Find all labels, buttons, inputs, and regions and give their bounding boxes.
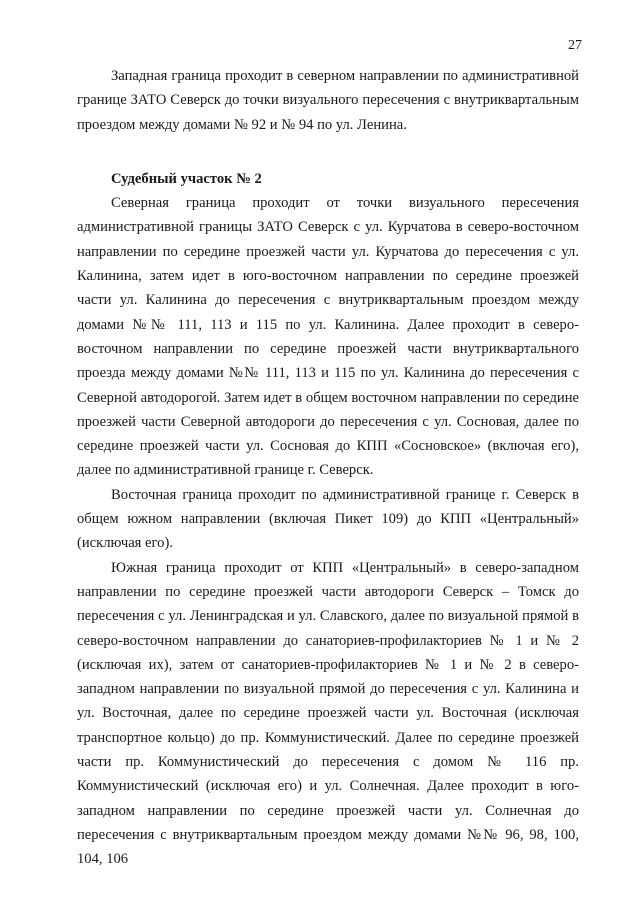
paragraph-south-border: Южная граница проходит от КПП «Центральный» в северо-западном направлении по середине проезжей части автодороги Северск – Томск до пересечения с ул. Ленинградская и ул. Славского, далее по визуальной прямой в северо-восточном направлении до санаториев-профилакториев № 1 и № 2 (исключая их), затем от санаториев-профилакториев № 1 и № 2 в северо-западном направлении по визуальной прямой до пересечения с ул. Калинина и ул. Восточная, далее по середине проезжей части ул. Восточная (исключая транспортное кольцо) до пр. Коммунистический. Далее по середине проезжей части пр. Коммунистический до пересечения с домом № 116 пр. Коммунистический (исключая его) и ул. Солнечная. Далее проходит в юго-западном направлении по середине проезжей части ул. Солнечная до пересечения с внутриквартальным проездом между домами №№ 96, 98, 100, 104, 106 — [77, 559, 579, 868]
section-heading: Судебный участок № 2 — [111, 170, 262, 187]
page-number: 27 — [568, 38, 582, 53]
document-body — [77, 64, 579, 872]
paragraph-north-border: Северная граница проходит от точки визуального пересечения административной границы ЗАТО Северск с ул. Курчатова в северо-восточном направлении по середине проезжей части ул. Курчатова до пересечения с ул. Калинина, затем идет в юго-восточном направлении по середине проезжей части ул. Калинина до пересечения с внутриквартальным проездом между домами №№ 111, 113 и 115 по ул. Калинина. Далее проходит в северо-восточном направлении по середине проезжей части внутриквартального проезда между домами №№ 111, 113 и 115 по ул. Калинина до пересечения с Северной автодорогой. Затем идет в общем восточном направлении по середине проезжей части Северной автодороги до пересечения с ул. Сосновая, далее по середине проезжей части ул. Сосновая до КПП «Сосновское» (включая его), далее по административной границе г. Северск. — [77, 195, 579, 479]
paragraph-east-border: Восточная граница проходит по административной границе г. Северск в общем южном направлении (включая Пикет 109) до КПП «Центральный» (исключая его). — [77, 486, 579, 552]
intro-paragraph: Западная граница проходит в северном направлении по административной границе ЗАТО Северск до точки визуального пересечения с внутриквартальным проездом между домами № 92 и № 94 по ул. Ленина. — [77, 68, 579, 133]
